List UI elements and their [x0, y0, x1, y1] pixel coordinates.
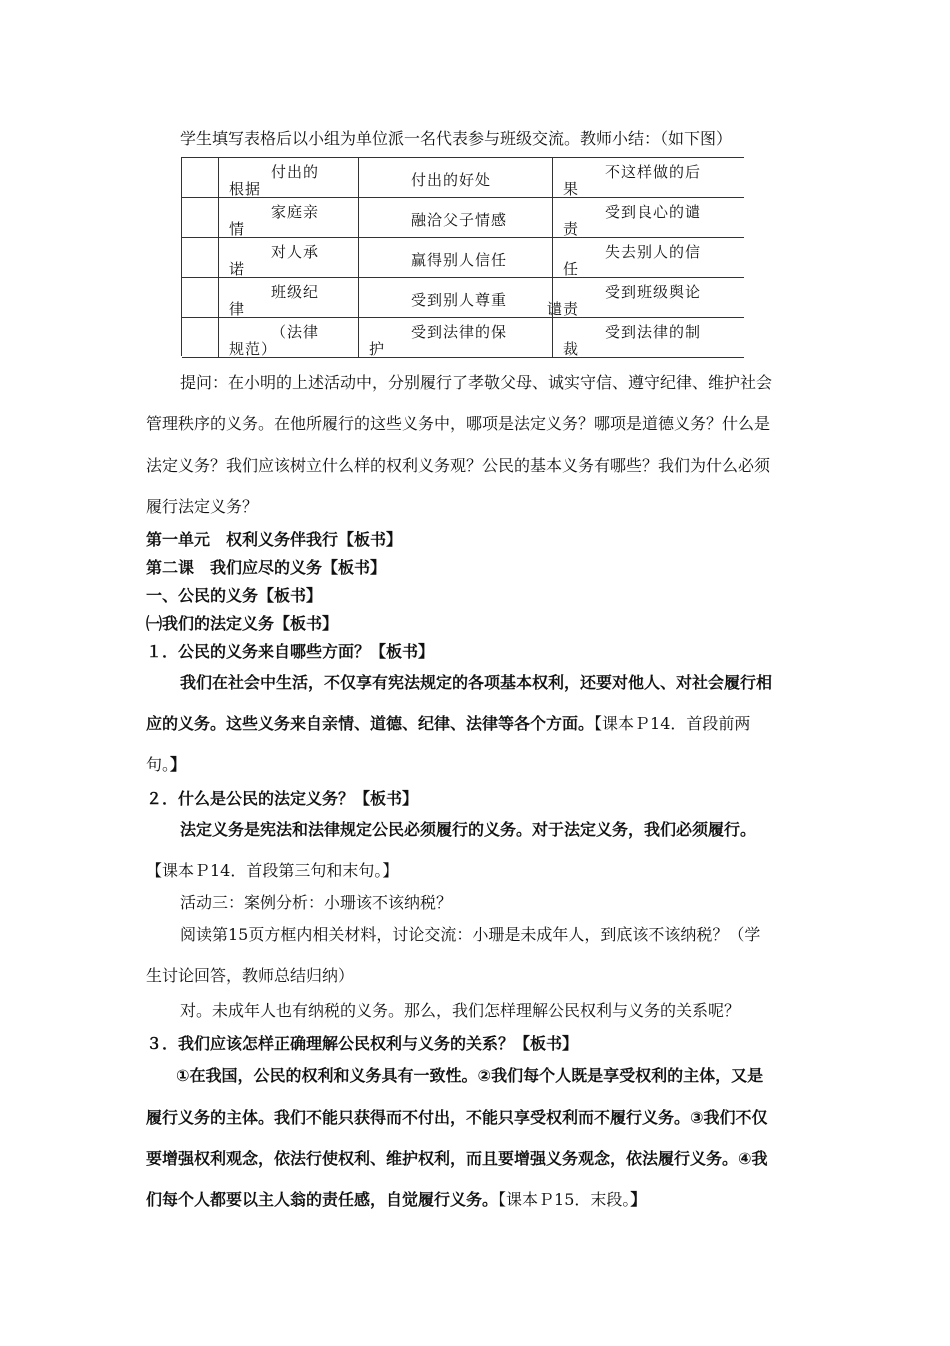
answer-3-line: ①在我国，公民的权利和义务具有一致性。②我们每个人既是享受权利的主体，又是 [176, 1066, 764, 1085]
textbook-reference: 【课本Ｐ14．首段第三句和末句。】 [146, 861, 399, 880]
question-line: 管理秩序的义务。在他所履行的这些义务中，哪项是法定义务？哪项是道德义务？什么是 [146, 414, 771, 433]
question-line: 法定义务？我们应该树立什么样的权利义务观？公民的基本义务有哪些？我们为什么必须 [146, 456, 771, 475]
question-line: 履行法定义务？ [146, 497, 259, 516]
activity-title: 活动三：案例分析：小珊该不该纳税？ [180, 893, 453, 912]
question-2-heading: ２．什么是公民的法定义务？【板书】 [146, 789, 419, 808]
activity-conclusion: 对。未成年人也有纳税的义务。那么，我们怎样理解公民权利与义务的关系呢？ [180, 1001, 741, 1020]
lesson-heading: 第二课 我们应尽的义务【板书】 [146, 558, 387, 577]
answer-1-line: 我们在社会中生活，不仅享有宪法规定的各项基本权利，还要对他人、对社会履行相 [180, 673, 773, 692]
activity-text: 生讨论回答，教师总结归纳） [146, 966, 355, 985]
summary-table [181, 157, 744, 356]
answer-3-line: 履行义务的主体。我们不能只获得而不付出，不能只享受权利而不履行义务。③我们不仅 [146, 1108, 768, 1127]
answer-3-line: 要增强权利观念，依法行使权利、维护权利，而且要增强义务观念，依法履行义务。④我 [146, 1149, 768, 1168]
textbook-reference: 【课本Ｐ15．末段。 [498, 1190, 631, 1209]
answer-1-line: 句。】 [146, 755, 187, 774]
answer-2-line: 法定义务是宪法和法律规定公民必须履行的义务。对于法定义务，我们必须履行。 [180, 820, 757, 839]
activity-text: 阅读第15页方框内相关材料，讨论交流：小珊是未成年人，到底该不该纳税？（学 [180, 925, 761, 944]
question-line: 提问：在小明的上述活动中，分别履行了孝敬父母、诚实守信、遵守纪律、维护社会 [180, 373, 773, 392]
table-row: 班级纪 律 受到别人尊重 受到班级舆论 谴责 [182, 278, 744, 318]
intro-text: 学生填写表格后以小组为单位派一名代表参与班级交流。教师小结：（如下图） [180, 129, 733, 148]
question-3-heading: ３．我们应该怎样正确理解公民权利与义务的关系？【板书】 [146, 1034, 579, 1053]
table-row: 对人承 诺 赢得别人信任 失去别人的信 任 [182, 238, 744, 278]
table-row: （法律 规范） 受到法律的保 护 受到法律的制 裁 [182, 318, 744, 358]
table-row: 家庭亲 情 融洽父子情感 受到良心的谴 责 [182, 198, 744, 238]
textbook-reference: 【课本Ｐ14．首段前两 [594, 714, 751, 733]
answer-3-line: 们每个人都要以主人翁的责任感，自觉履行义务。【课本Ｐ15．末段。】 [146, 1190, 647, 1209]
table-row: 付出的 根据 付出的好处 不这样做的后 果 [182, 158, 744, 198]
answer-1-line: 应的义务。这些义务来自亲情、道德、纪律、法律等各个方面。【课本Ｐ14．首段前两 [146, 714, 751, 733]
question-1-heading: １．公民的义务来自哪些方面？【板书】 [146, 642, 435, 661]
unit-heading: 第一单元 权利义务伴我行【板书】 [146, 530, 403, 549]
subsection-heading: ㈠我们的法定义务【板书】 [146, 614, 339, 633]
section-heading: 一、公民的义务【板书】 [146, 586, 323, 605]
